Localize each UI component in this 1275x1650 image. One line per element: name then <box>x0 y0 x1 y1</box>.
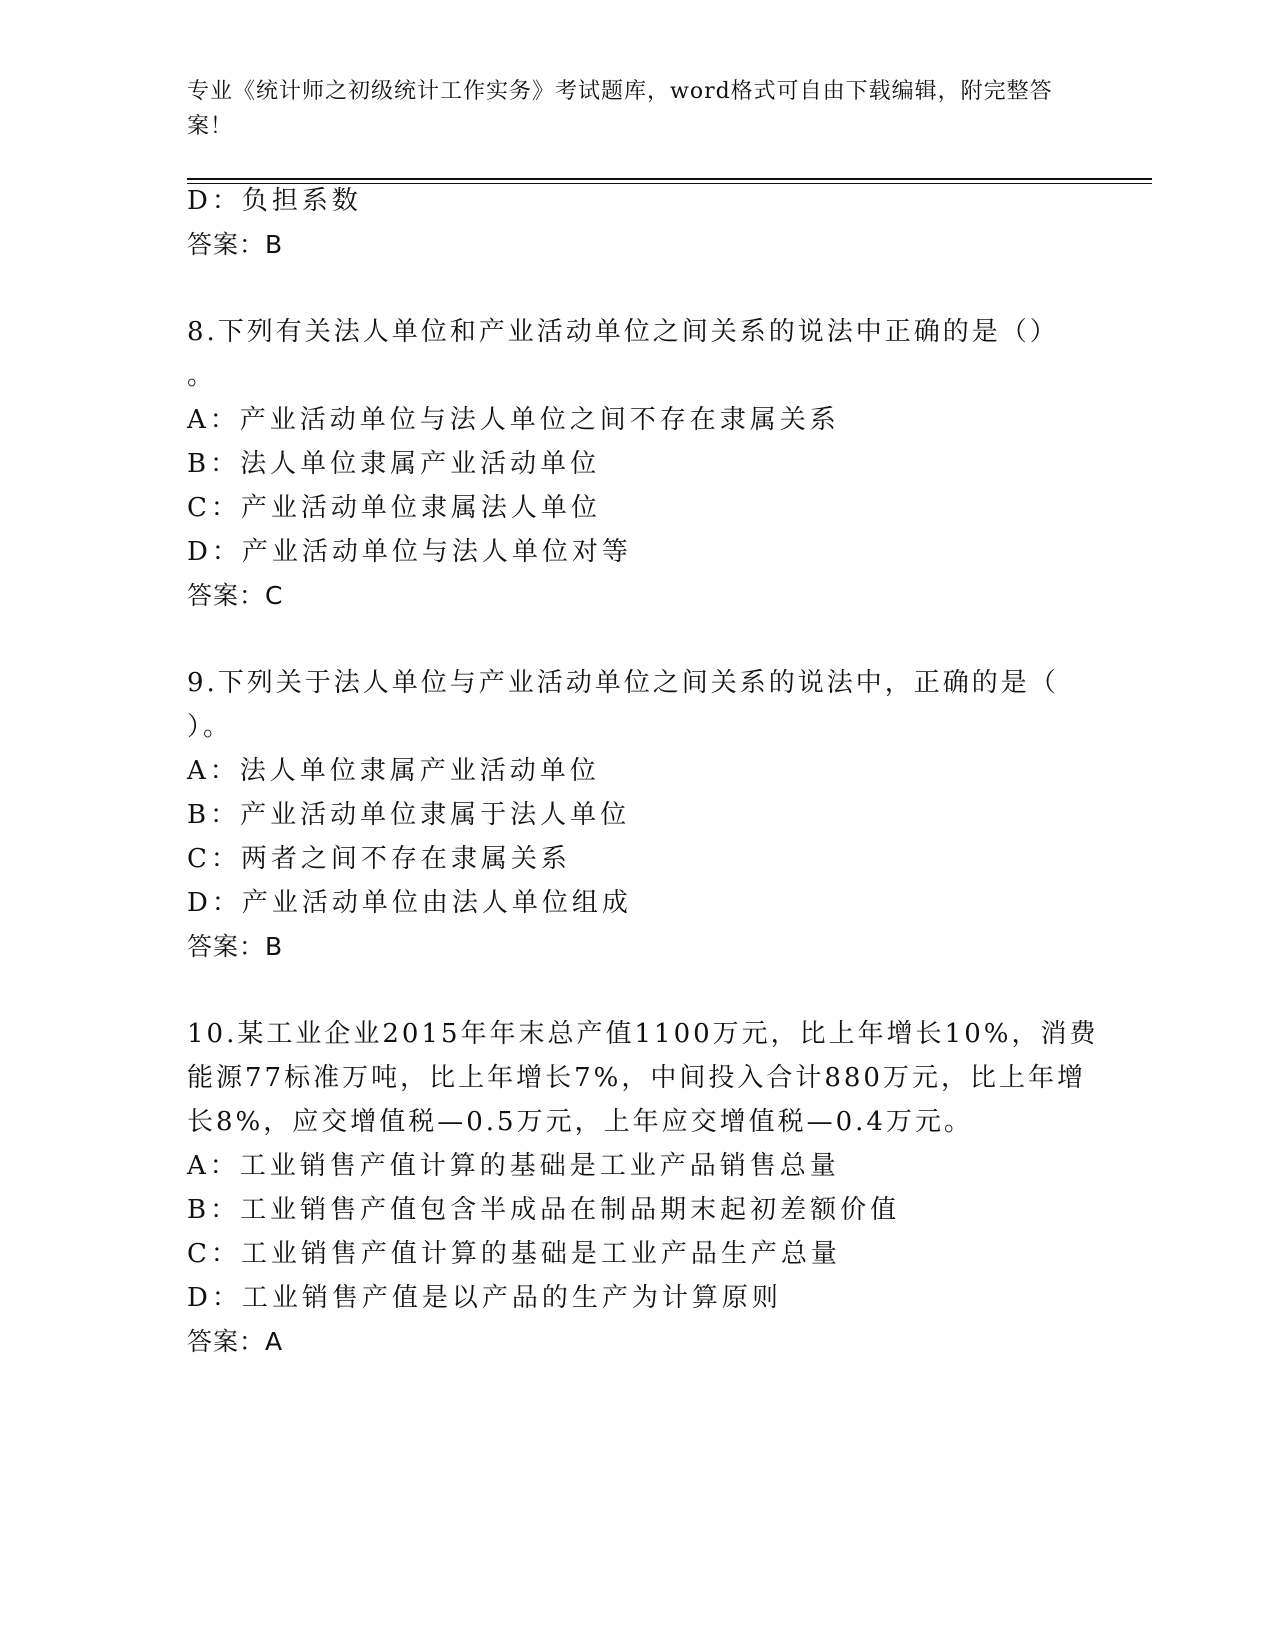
q10-option-c: C：工业销售产值计算的基础是工业产品生产总量 <box>187 1239 841 1269</box>
q10-option-d: D：工业销售产值是以产品的生产为计算原则 <box>187 1283 782 1313</box>
q8-option-a: A：产业活动单位与法人单位之间不存在隶属关系 <box>187 405 840 435</box>
q9-stem-line2: ）。 <box>187 712 233 742</box>
q9-option-a: A：法人单位隶属产业活动单位 <box>187 756 600 786</box>
q8-option-c: C：产业活动单位隶属法人单位 <box>187 493 601 523</box>
q8-answer: 答案：C <box>187 581 284 610</box>
q9-stem-line1: 9.下列关于法人单位与产业活动单位之间关系的说法中，正确的是（ <box>187 668 1059 698</box>
header-divider-thick <box>187 178 1152 180</box>
q8-stem-line2: 。 <box>187 361 217 391</box>
document-header: 专业《统计师之初级统计工作实务》考试题库，word格式可自由下载编辑，附完整答案！ <box>187 79 1053 139</box>
prev-answer: 答案：B <box>187 230 284 259</box>
q10-stem-line3: 长8%，应交增值税—0.5万元，上年应交增值税—0.4万元。 <box>187 1107 973 1137</box>
q10-stem-line1: 10.某工业企业2015年年末总产值1100万元，比上年增长10%，消费 <box>187 1019 1099 1049</box>
q9-option-b: B：产业活动单位隶属于法人单位 <box>187 800 631 830</box>
q10-answer: 答案：A <box>187 1327 284 1356</box>
q9-option-d: D：产业活动单位由法人单位组成 <box>187 888 632 918</box>
prev-option-d: D：负担系数 <box>187 186 362 216</box>
q10-stem-line2: 能源77标准万吨，比上年增长7%，中间投入合计880万元，比上年增 <box>187 1063 1086 1093</box>
q8-option-d: D：产业活动单位与法人单位对等 <box>187 537 632 567</box>
q8-stem-line1: 8.下列有关法人单位和产业活动单位之间关系的说法中正确的是（） <box>187 317 1059 347</box>
q10-option-b: B：工业销售产值包含半成品在制品期末起初差额价值 <box>187 1195 901 1225</box>
q8-option-b: B：法人单位隶属产业活动单位 <box>187 449 601 479</box>
q10-option-a: A：工业销售产值计算的基础是工业产品销售总量 <box>187 1151 840 1181</box>
q9-answer: 答案：B <box>187 932 284 961</box>
q9-option-c: C：两者之间不存在隶属关系 <box>187 844 571 874</box>
